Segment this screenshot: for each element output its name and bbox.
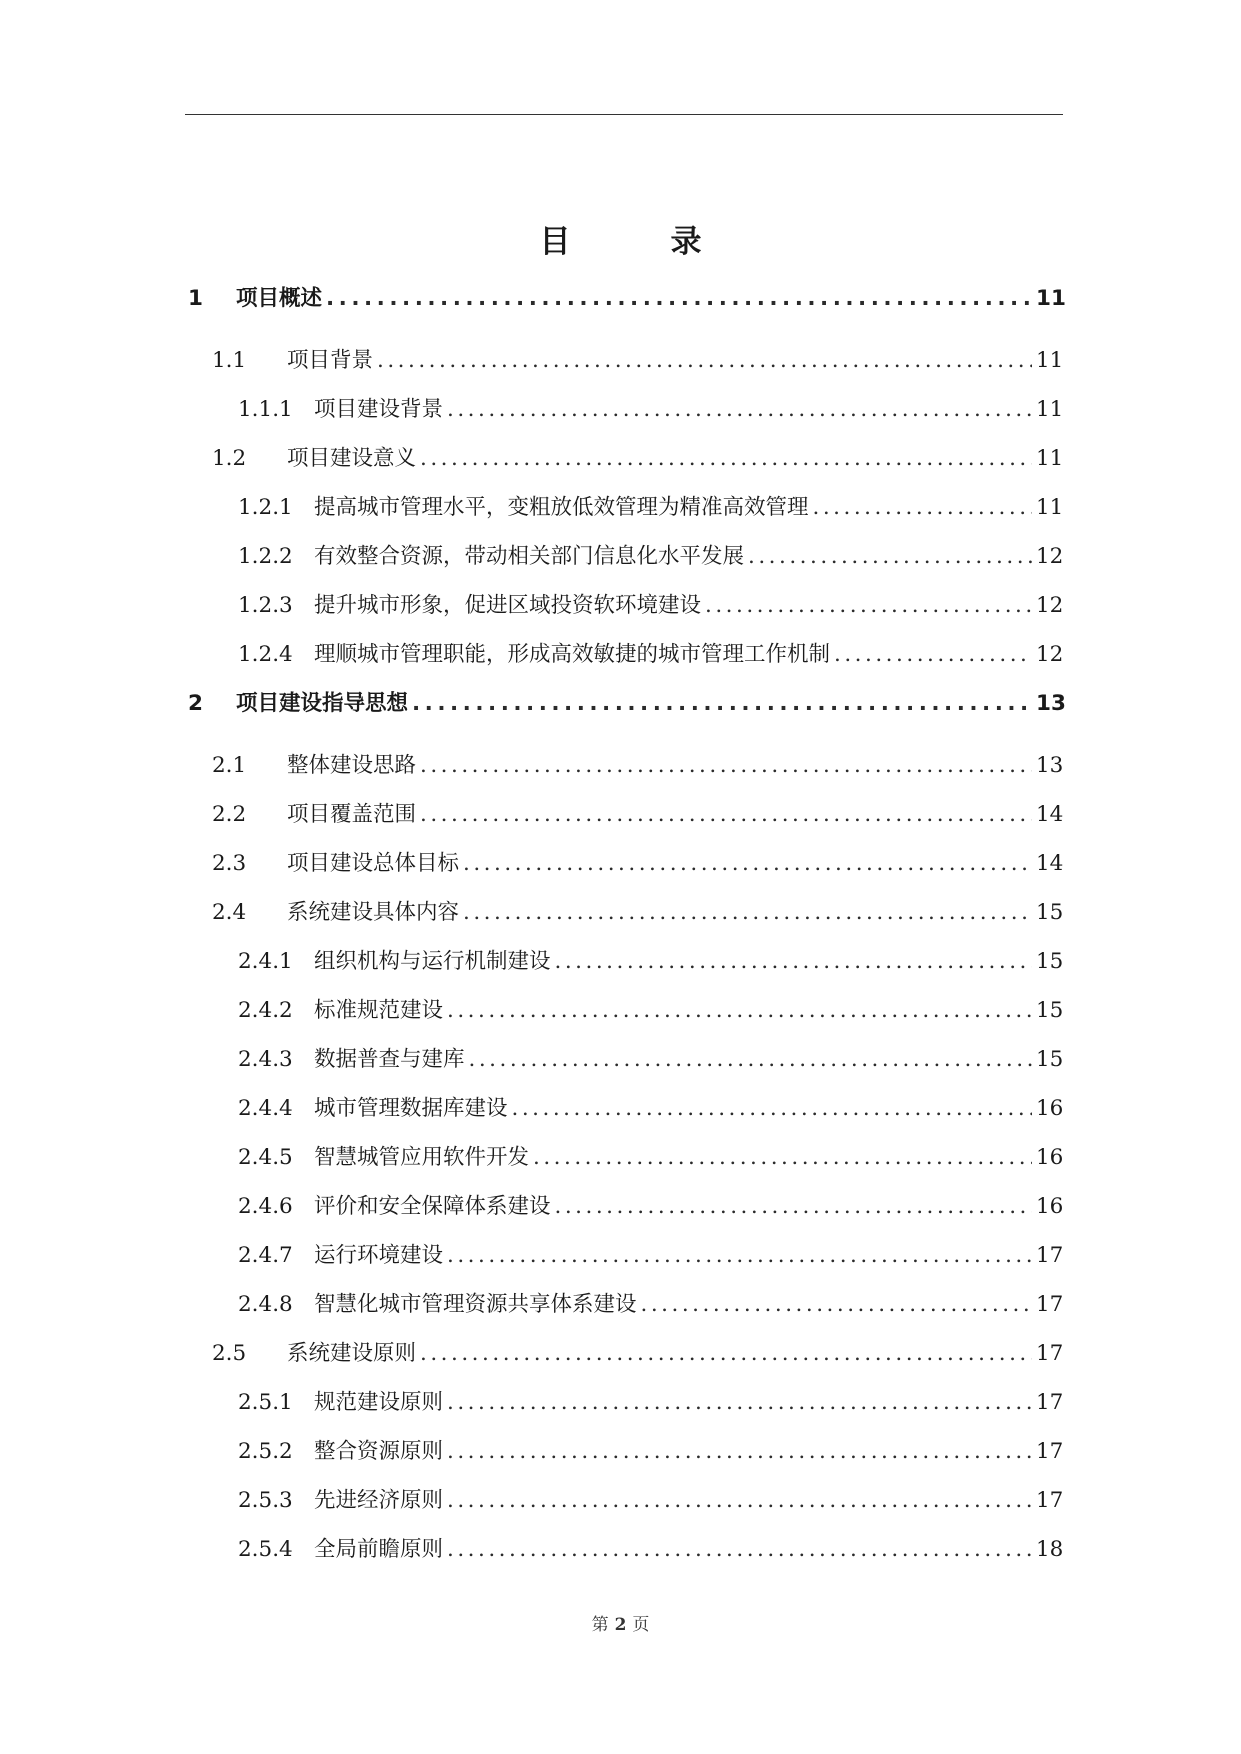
toc-entry[interactable] xyxy=(186,1336,1062,1385)
toc-entry-title: 项目概述 xyxy=(236,286,323,311)
toc-entry-page: 16 xyxy=(1036,1145,1064,1170)
toc-entry-page: 11 xyxy=(1036,446,1064,471)
toc-entry[interactable] xyxy=(186,1434,1062,1483)
toc-entry[interactable] xyxy=(186,944,1062,993)
toc-entry-page: 13 xyxy=(1036,753,1064,778)
toc-list xyxy=(186,281,1066,1581)
toc-entry-title: 先进经济原则 xyxy=(314,1488,444,1513)
toc-dot-leader xyxy=(447,1390,1032,1415)
toc-entry-page: 13 xyxy=(1036,691,1066,716)
toc-dot-leader xyxy=(447,1243,1032,1268)
toc-dot-leader xyxy=(555,949,1032,974)
toc-entry-number: 2.5 xyxy=(212,1341,247,1366)
toc-entry-title: 项目建设背景 xyxy=(314,397,444,422)
toc-entry-title: 有效整合资源，带动相关部门信息化水平发展 xyxy=(314,544,745,569)
toc-entry[interactable] xyxy=(186,441,1062,490)
toc-entry-page: 15 xyxy=(1036,1047,1064,1072)
toc-entry-page: 14 xyxy=(1036,802,1064,827)
toc-entry[interactable] xyxy=(186,1189,1062,1238)
toc-entry-title: 数据普查与建库 xyxy=(314,1047,465,1072)
toc-entry-page: 12 xyxy=(1036,544,1064,569)
toc-entry-number: 2.4.4 xyxy=(238,1096,293,1121)
toc-entry-title: 项目建设指导思想 xyxy=(236,691,409,716)
toc-dot-leader xyxy=(533,1145,1032,1170)
toc-entry-page: 15 xyxy=(1036,998,1064,1023)
toc-dot-leader xyxy=(420,802,1032,827)
toc-entry-number: 1.2.2 xyxy=(238,544,293,569)
footer-suffix: 页 xyxy=(632,1615,650,1635)
toc-entry-number: 1.1.1 xyxy=(238,397,293,422)
toc-entry-title: 智慧城管应用软件开发 xyxy=(314,1145,530,1170)
toc-entry[interactable] xyxy=(186,1091,1062,1140)
toc-dot-leader xyxy=(555,1194,1032,1219)
toc-entry-page: 17 xyxy=(1036,1390,1064,1415)
toc-entry-page: 18 xyxy=(1036,1537,1064,1562)
toc-dot-leader xyxy=(705,593,1032,618)
toc-entry-title: 项目覆盖范围 xyxy=(287,802,417,827)
toc-entry-page: 11 xyxy=(1036,286,1066,311)
toc-entry-number: 2.4.5 xyxy=(238,1145,293,1170)
toc-entry-page: 16 xyxy=(1036,1096,1064,1121)
toc-dot-leader xyxy=(420,1341,1032,1366)
toc-dot-leader xyxy=(447,397,1032,422)
toc-entry[interactable] xyxy=(186,343,1062,392)
toc-dot-leader xyxy=(447,1439,1032,1464)
toc-dot-leader xyxy=(641,1292,1032,1317)
toc-entry-number: 1 xyxy=(188,286,203,311)
toc-entry-number: 2.4.2 xyxy=(238,998,293,1023)
toc-entry-page: 11 xyxy=(1036,495,1064,520)
toc-entry-title: 提升城市形象，促进区域投资软环境建设 xyxy=(314,593,702,618)
toc-entry-number: 2.3 xyxy=(212,851,247,876)
toc-dot-leader xyxy=(469,1047,1032,1072)
toc-entry-page: 11 xyxy=(1036,397,1064,422)
toc-entry-title: 系统建设原则 xyxy=(287,1341,417,1366)
toc-entry[interactable] xyxy=(186,539,1062,588)
toc-entry-page: 17 xyxy=(1036,1488,1064,1513)
toc-entry-page: 17 xyxy=(1036,1292,1064,1317)
toc-entry-number: 1.2 xyxy=(212,446,247,471)
toc-entry-number: 2.4 xyxy=(212,900,247,925)
toc-entry-title: 项目背景 xyxy=(287,348,374,373)
toc-entry[interactable] xyxy=(186,1385,1062,1434)
toc-entry-title: 整体建设思路 xyxy=(287,753,417,778)
toc-entry-number: 2.4.1 xyxy=(238,949,293,974)
toc-entry-number: 2.4.8 xyxy=(238,1292,293,1317)
toc-entry-title: 项目建设意义 xyxy=(287,446,417,471)
toc-entry-number: 1.2.1 xyxy=(238,495,293,520)
toc-entry-page: 17 xyxy=(1036,1243,1064,1268)
toc-entry-page: 15 xyxy=(1036,900,1064,925)
toc-dot-leader xyxy=(512,1096,1032,1121)
toc-entry-title: 智慧化城市管理资源共享体系建设 xyxy=(314,1292,637,1317)
toc-entry-number: 1.1 xyxy=(212,348,247,373)
toc-dot-leader xyxy=(420,753,1032,778)
toc-entry-number: 2.4.7 xyxy=(238,1243,293,1268)
toc-entry-page: 11 xyxy=(1036,348,1064,373)
toc-entry[interactable] xyxy=(186,392,1062,441)
toc-entry[interactable] xyxy=(186,797,1062,846)
toc-dot-leader xyxy=(748,544,1032,569)
toc-entry[interactable] xyxy=(186,637,1062,686)
toc-entry[interactable] xyxy=(186,1483,1062,1532)
toc-entry-title: 标准规范建设 xyxy=(314,998,444,1023)
toc-entry-page: 14 xyxy=(1036,851,1064,876)
toc-entry[interactable] xyxy=(186,895,1062,944)
toc-entry-number: 2.2 xyxy=(212,802,247,827)
toc-dot-leader xyxy=(420,446,1032,471)
toc-dot-leader xyxy=(377,348,1032,373)
toc-entry-page: 17 xyxy=(1036,1341,1064,1366)
footer-page-number: 2 xyxy=(614,1615,627,1635)
footer-prefix: 第 xyxy=(591,1615,609,1635)
toc-entry[interactable] xyxy=(186,281,1066,343)
toc-entry-title: 全局前瞻原则 xyxy=(314,1537,444,1562)
toc-entry-number: 2.5.3 xyxy=(238,1488,293,1513)
toc-entry-page: 17 xyxy=(1036,1439,1064,1464)
toc-entry-title: 规范建设原则 xyxy=(314,1390,444,1415)
title-right-char: 录 xyxy=(670,224,702,260)
toc-entry[interactable] xyxy=(186,686,1066,748)
toc-entry-page: 15 xyxy=(1036,949,1064,974)
toc-entry-title: 运行环境建设 xyxy=(314,1243,444,1268)
toc-entry-page: 12 xyxy=(1036,642,1064,667)
toc-entry-title: 评价和安全保障体系建设 xyxy=(314,1194,551,1219)
toc-entry[interactable] xyxy=(186,1238,1062,1287)
toc-entry-title: 组织机构与运行机制建设 xyxy=(314,949,551,974)
toc-entry[interactable] xyxy=(186,993,1062,1042)
toc-entry[interactable] xyxy=(186,588,1062,637)
toc-entry-number: 2.5.2 xyxy=(238,1439,293,1464)
toc-dot-leader xyxy=(447,1488,1032,1513)
toc-entry-title: 项目建设总体目标 xyxy=(287,851,460,876)
toc-entry[interactable] xyxy=(186,1287,1062,1336)
header-rule xyxy=(185,114,1063,115)
toc-dot-leader xyxy=(463,851,1032,876)
toc-entry[interactable] xyxy=(186,1042,1062,1091)
toc-entry-title: 系统建设具体内容 xyxy=(287,900,460,925)
page-footer xyxy=(0,1610,1241,1635)
toc-entry-number: 2 xyxy=(188,691,203,716)
toc-entry-title: 整合资源原则 xyxy=(314,1439,444,1464)
toc-entry[interactable] xyxy=(186,490,1062,539)
toc-entry[interactable] xyxy=(186,846,1062,895)
toc-entry-title: 提高城市管理水平，变粗放低效管理为精准高效管理 xyxy=(314,495,809,520)
toc-entry-number: 2.1 xyxy=(212,753,247,778)
toc-dot-leader xyxy=(463,900,1032,925)
toc-entry[interactable] xyxy=(186,1532,1062,1581)
toc-dot-leader xyxy=(412,691,1032,716)
page-title xyxy=(0,216,1241,261)
toc-dot-leader xyxy=(447,998,1032,1023)
toc-entry-number: 1.2.4 xyxy=(238,642,293,667)
toc-entry-title: 理顺城市管理职能，形成高效敏捷的城市管理工作机制 xyxy=(314,642,831,667)
toc-dot-leader xyxy=(447,1537,1032,1562)
toc-entry-number: 2.5.4 xyxy=(238,1537,293,1562)
toc-dot-leader xyxy=(834,642,1032,667)
toc-dot-leader xyxy=(813,495,1032,520)
toc-entry-number: 1.2.3 xyxy=(238,593,293,618)
toc-entry-number: 2.4.3 xyxy=(238,1047,293,1072)
toc-entry[interactable] xyxy=(186,1140,1062,1189)
toc-entry[interactable] xyxy=(186,748,1062,797)
toc-entry-number: 2.4.6 xyxy=(238,1194,293,1219)
toc-entry-number: 2.5.1 xyxy=(238,1390,293,1415)
title-left-char: 目 xyxy=(539,224,571,260)
toc-entry-title: 城市管理数据库建设 xyxy=(314,1096,508,1121)
toc-entry-page: 12 xyxy=(1036,593,1064,618)
toc-entry-page: 16 xyxy=(1036,1194,1064,1219)
toc-dot-leader xyxy=(326,286,1032,311)
